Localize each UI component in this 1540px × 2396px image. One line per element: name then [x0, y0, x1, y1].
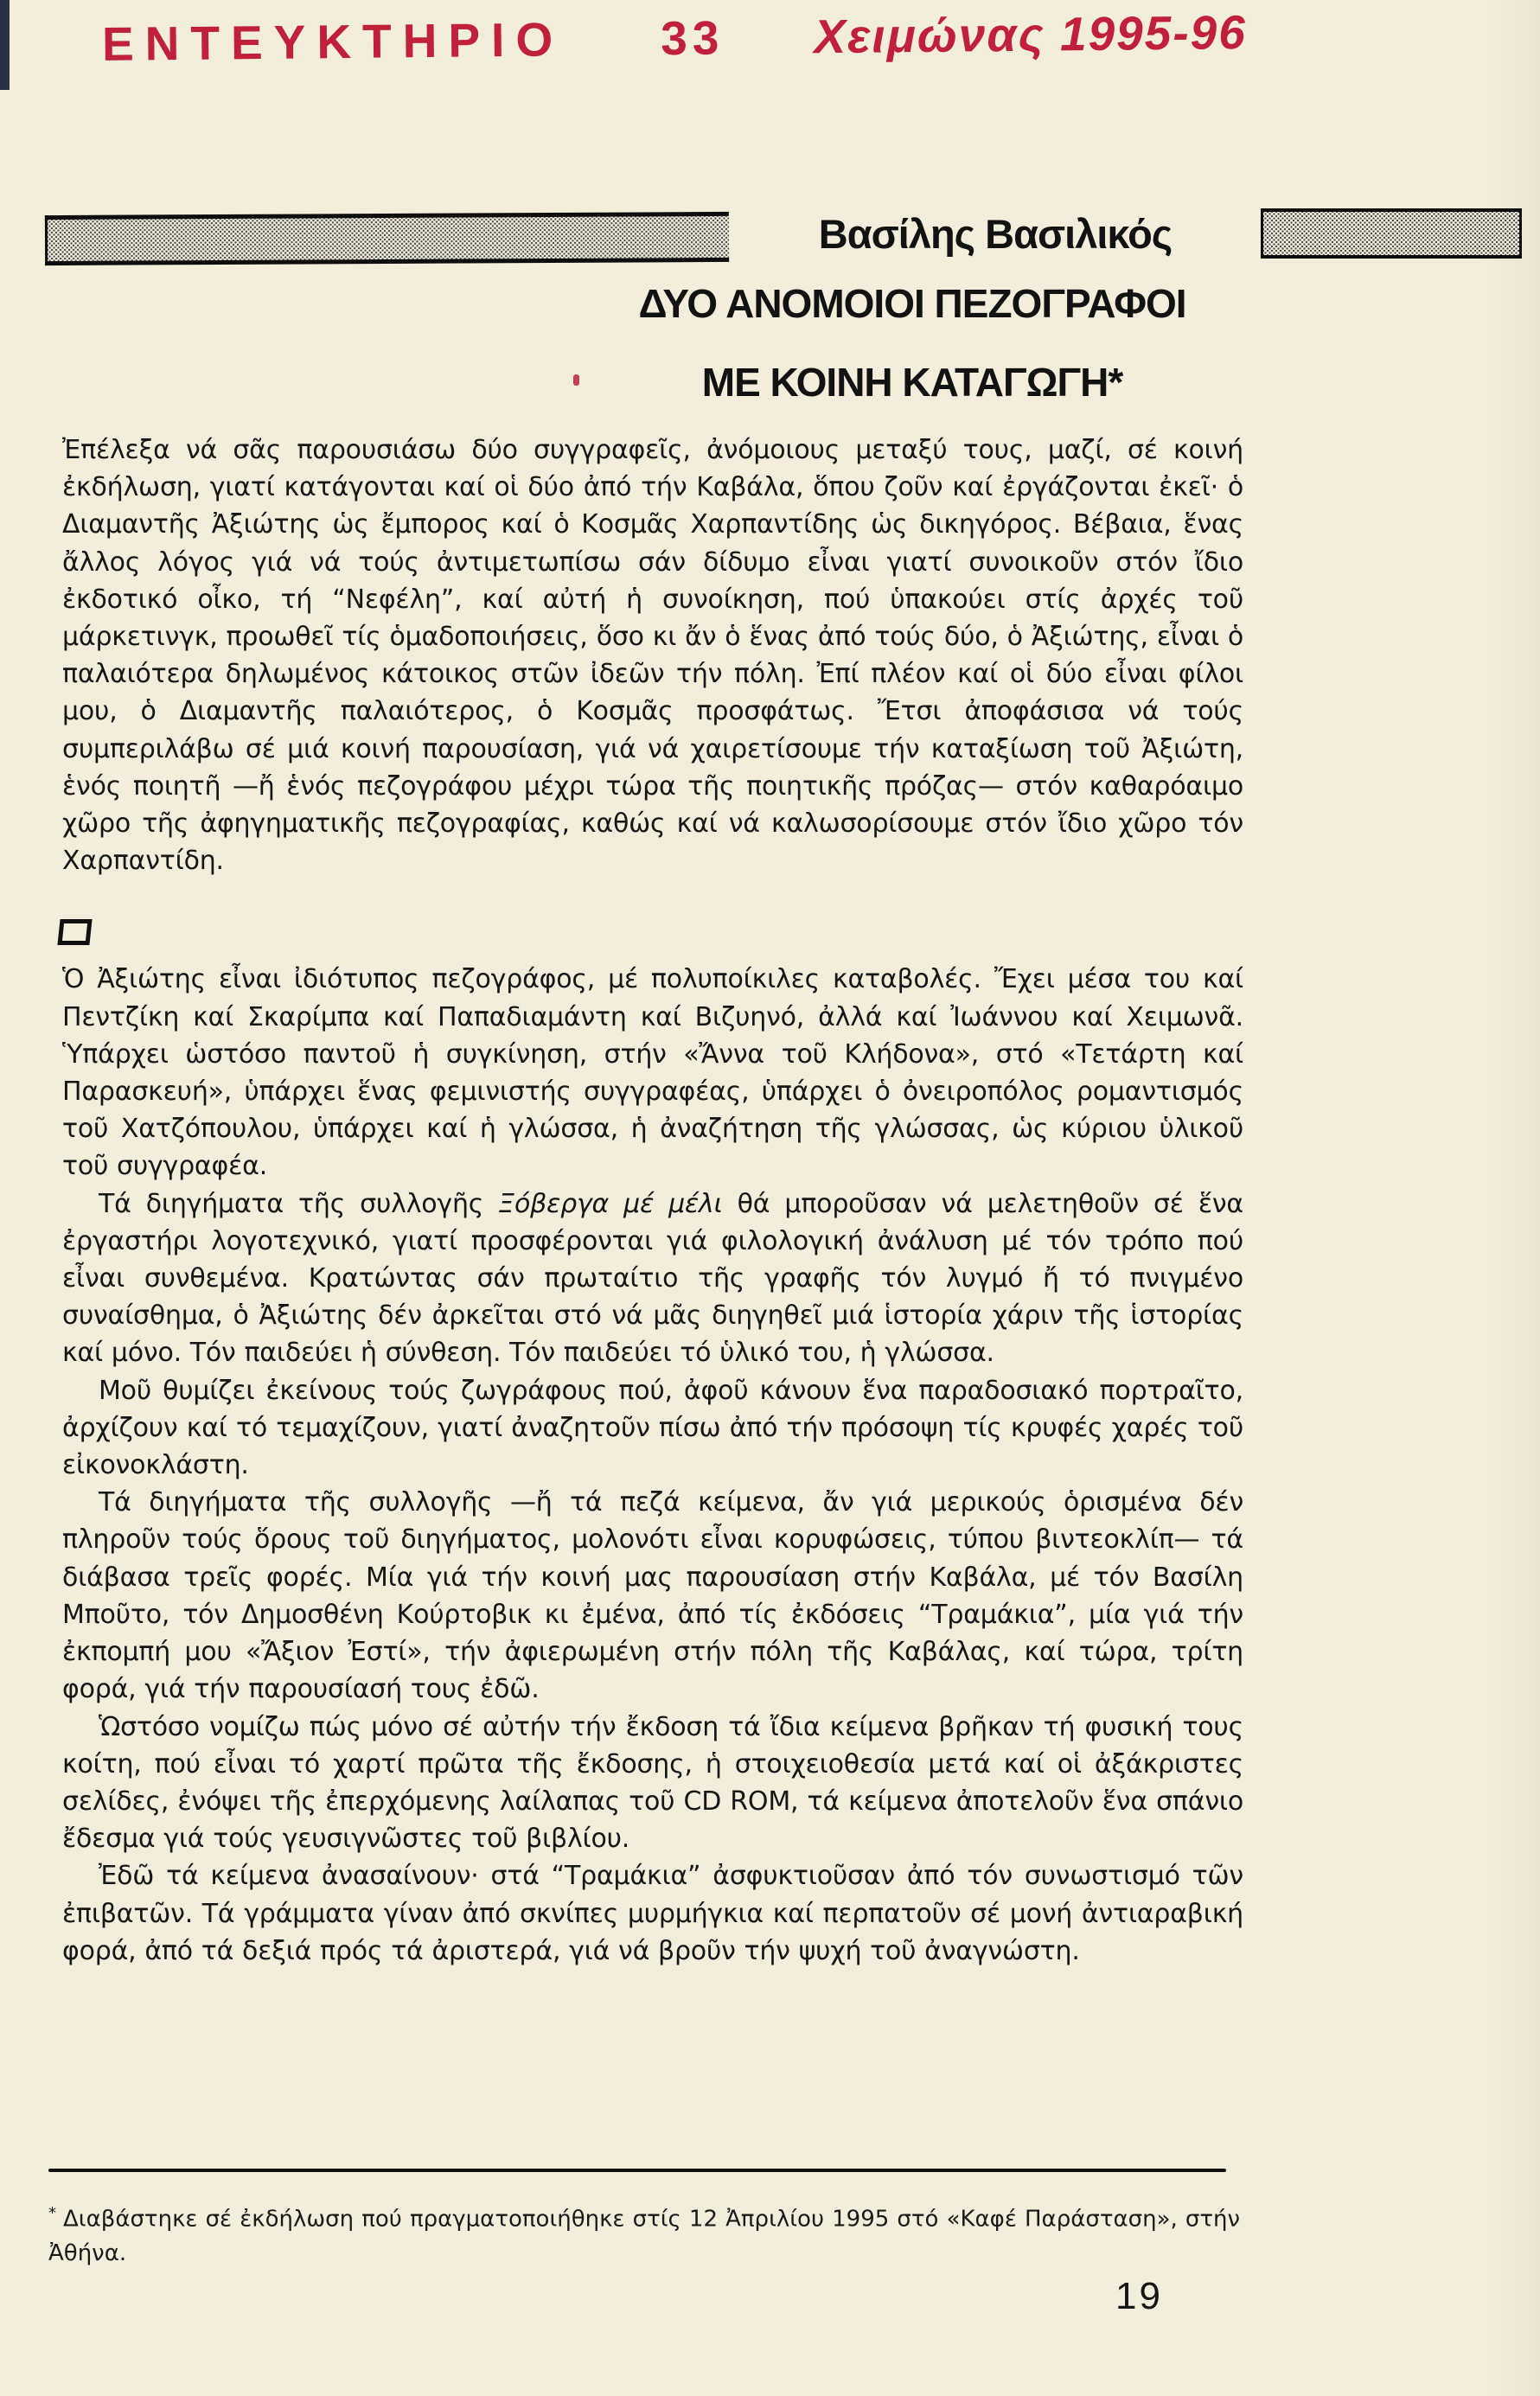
paragraph-3-post: θά μποροῦσαν νά μελετηθοῦν σέ ἕνα ἐργαστήρι λογοτεχνικό, γιατί προσφέρονται γιά φιλολογική ἀνάλυση μέ τόν τρόπο πού εἶναι συνθεμένα. Κρατώντας σάν πρωταίτιο τῆς γραφῆς τόν λυγμό ἤ τό πνιγμένο συναίσθημα, ὁ Ἀξιώτης δέν ἀρκεῖται στό νά μᾶς διηγηθεῖ μιά ἱστορία χάριν τῆς ἱστορίας καί μόνο. Τόν παιδεύει ἡ σύνθεση. Τόν παιδεύει τό ὑλικό του, ἡ γλώσσα.	[62, 1188, 1243, 1369]
footnote-text: Διαβάστηκε σέ ἐκδήλωση πού πραγματοποιήθηκε στίς 12 Ἀπριλίου 1995 στό «Καφέ Παράσταση», στήν Ἀθήνα.	[48, 2206, 1240, 2266]
paragraph-3-pre: Τά διηγήματα τῆς συλλογῆς	[99, 1188, 499, 1219]
book-title-italic: Ξόβεργα μέ μέλι	[498, 1188, 723, 1219]
author-name: Βασίλης Βασιλικός	[818, 211, 1173, 257]
article-body	[62, 431, 1243, 1970]
body-paragraph-4: Μοῦ θυμίζει ἐκείνους τούς ζωγράφους πού, ἀφοῦ κάνουν ἕνα παραδοσιακό πορτραῖτο, ἀρχίζουν καί τό τεμαχίζουν, γιατί ἀναζητοῦν πίσω ἀπό τήν πρόσοψη τίς κρυφές χαρές τοῦ εἰκονοκλάστη.	[62, 1375, 1243, 1481]
body-paragraph-7: Ἐδῶ τά κείμενα ἀνασαίνουν· στά “Τραμάκια” ἀσφυκτιοῦσαν ἀπό τόν συνωστισμό τῶν ἐπιβατῶν. Τά γράμματα γίναν ἀπό σκνίπες μυρμήγκια καί περπατοῦν σέ μονή ἀντιαραβική φορά, ἀπό τά δεξιά πρός τά ἀριστερά, γιά νά βροῦν τήν ψυχή τοῦ ἀναγνώστη.	[62, 1861, 1243, 1966]
journal-name: ΕΝΤΕΥΚΤΗΡΙΟ	[101, 12, 565, 71]
footnote	[48, 2196, 1240, 2271]
body-paragraph-2: Ὁ Ἀξιώτης εἶναι ἰδιότυπος πεζογράφος, μέ πολυποίκιλες καταβολές. Ἔχει μέσα του καί Πεντζίκη καί Σκαρίμπα καί Παπαδιαμάντη καί Βιζυηνό, ἀλλά καί Ἰωάννου καί Χειμωνᾶ. Ὑπάρχει ὡστόσο παντοῦ ἡ συγκίνηση, στήν «Ἄννα τοῦ Κλήδονα», στό «Τετάρτη καί Παρασκευή», ὑπάρχει ἕνας φεμινιστής συγγραφέας, ὑπάρχει ὁ ὀνειροπόλος ρομαντισμός τοῦ Χατζόπουλου, ὑπάρχει καί ἡ γλώσσα, ἡ ἀναζήτηση τῆς γλώσσας, ὡς κύριου ὑλικοῦ τοῦ συγγραφέα.	[62, 964, 1243, 1182]
article-title	[579, 265, 1245, 422]
scan-edge-artifact	[0, 0, 10, 90]
body-paragraph-1: Ἐπέλεξα νά σᾶς παρουσιάσω δύο συγγραφεῖς, ἀνόμοιους μεταξύ τους, μαζί, σέ κοινή ἐκδήλωση, γιατί κατάγονται καί οἱ δύο ἀπό τήν Καβάλα, ὅπου ζοῦν καί ἐργάζονται ἐκεῖ· ὁ Διαμαντῆς Ἀξιώτης ὡς ἔμπορος καί ὁ Κοσμᾶς Χαρπαντίδης ὡς δικηγόρος. Βέβαια, ἕνας ἄλλος λόγος γιά νά τούς ἀντιμετωπίσω σάν δίδυμο εἶναι γιατί συνοικοῦν στόν ἴδιο ἐκδοτικό οἶκο, τή “Νεφέλη”, καί αὐτή ἡ συνοίκηση, πού ὑπακούει στίς ἀρχές τοῦ μάρκετινγκ, προωθεῖ τίς ὁμαδοποιήσεις, ὅσο κι ἄν ὁ ἕνας ἀπό τούς δύο, ὁ Ἀξιώτης, εἶναι ὁ παλαιότερα δηλωμένος κάτοικος στῶν ἰδεῶν τήν πόλη. Ἐπί πλέον καί οἱ δύο εἶναι φίλοι μου, ὁ Διαμαντῆς παλαιότερος, ὁ Κοσμᾶς προσφάτως. Ἔτσι ἀποφάσισα νά τούς συμπεριλάβω σέ μιά κοινή παρουσίαση, γιά νά χαιρετίσουμε τήν καταξίωση τοῦ Ἀξιώτη, ἑνός ποιητῆ —ἤ ἑνός πεζογράφου μέχρι τώρα τῆς ποιητικῆς πρόζας— στόν καθαρόαιμο χῶρο τῆς ἀφηγηματικῆς πεζογραφίας, καθώς καί νά καλωσορίσουμε στόν ἴδιο χῶρο τόν Χαρπαντίδη.	[62, 435, 1243, 877]
body-paragraph-5: Τά διηγήματα τῆς συλλογῆς —ἤ τά πεζά κείμενα, ἄν γιά μερικούς ὁρισμένα δέν πληροῦν τούς ὅρους τοῦ διηγήματος, μολονότι εἶναι κορυφώσεις, τύπου βιντεοκλίπ— τά διάβασα τρεῖς φορές. Μία γιά τήν κοινή μας παρουσίαση στήν Καβάλα, μέ τόν Βασίλη Μποῦτο, τόν Δημοσθένη Κούρτοβικ κι ἐμένα, ἀπό τίς ἐκδόσεις “Τραμάκια”, μία γιά τήν ἐκπομπή μου «Ἄξιον Ἐστί», τήν ἀφιερωμένη στήν πόλη τῆς Καβάλας, καί τώρα, τρίτη φορά, γιά τήν παρουσίασή τους ἐδῶ.	[62, 1487, 1243, 1705]
title-line-1: ΔΥΟ ΑΝΟΜΟΙΟΙ ΠΕΖΟΓΡΑΦΟΙ	[638, 281, 1186, 326]
red-ink-speck	[573, 374, 579, 386]
issue-number: 33	[660, 10, 725, 66]
footnote-asterisk: *	[48, 2204, 56, 2222]
footnote-divider	[48, 2169, 1226, 2172]
title-line-2: ΜΕ ΚΟΙΝΗ ΚΑΤΑΓΩΓΗ*	[701, 360, 1123, 405]
season-years: Χειμώνας 1995-96	[814, 5, 1248, 64]
page-number: 19	[1115, 2275, 1163, 2317]
decorative-hatched-bar-left	[45, 212, 729, 265]
section-break-square-icon	[57, 919, 92, 945]
handwritten-annotation	[102, 4, 1247, 72]
body-paragraph-6: Ὡστόσο νομίζω πώς μόνο σέ αὐτήν τήν ἔκδοση τά ἴδια κείμενα βρῆκαν τή φυσική τους κοίτη, πού εἶναι τό χαρτί πρῶτα τῆς ἔκδοσης, ἡ στοιχειοθεσία μετά καί οἱ ἀξάκριστες σελίδες, ἐνόψει τῆς ἐπερχόμενης λαίλαπας τοῦ CD ROM, τά κείμενα ἀποτελοῦν ἕνα σπάνιο ἔδεσμα γιά τούς γευσιγνῶστες τοῦ βιβλίου.	[62, 1711, 1243, 1855]
decorative-hatched-bar-right	[1261, 208, 1522, 259]
body-paragraph-3	[62, 1185, 1243, 1372]
